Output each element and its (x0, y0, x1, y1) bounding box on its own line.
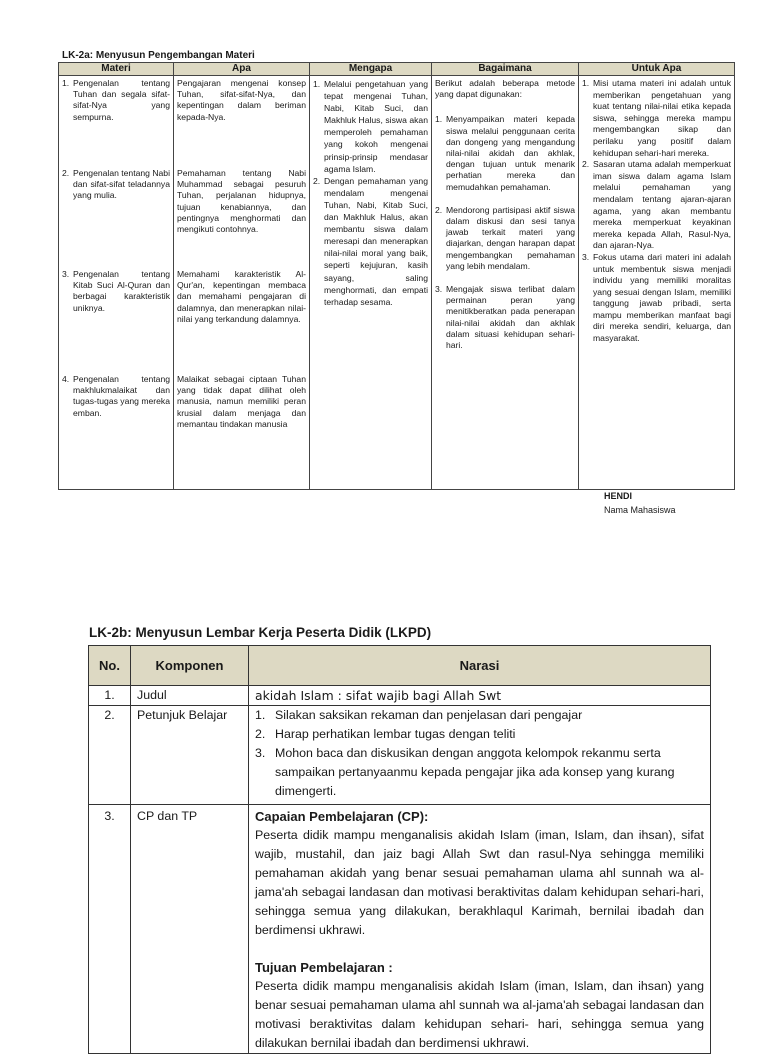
judul-value: akidah Islam : sifat wajib bagi Allah Swt (249, 686, 711, 706)
lk2a-table (58, 62, 735, 490)
header-untuk-apa: Untuk Apa (579, 63, 735, 76)
header-apa: Apa (174, 63, 310, 76)
untuk-apa-cell (579, 76, 735, 490)
apa-item: Pengajaran mengenai konsep Tuhan, sifat-sifat-Nya, dan kepentingan dalam beriman kepada-Nya. (177, 78, 306, 122)
header-narasi: Narasi (249, 646, 711, 686)
signature-name: HENDI (604, 491, 633, 501)
lk2b-title: LK-2b: Menyusun Lembar Kerja Peserta Didik (LKPD) (89, 625, 432, 640)
bagaimana-cell (432, 76, 579, 490)
materi-item: 4. Pengenalan tentang makhlukmalaikat dan tugas-tugas yang mereka emban. (62, 374, 170, 418)
table-row (89, 706, 711, 805)
materi-item: 2. Pengenalan tentang Nabi dan sifat-sifat teladannya yang mulia. (62, 168, 170, 201)
list-item: 3. Mohon baca dan diskusikan dengan anggota kelompok rekanmu serta sampaikan pertanyaanmu kepada pengajar jika ada konsep yang kurang dimengerti. (255, 746, 675, 798)
list-item: 1. Silakan saksikan rekaman dan penjelasan dari pengajar (255, 708, 583, 722)
header-materi: Materi (59, 63, 174, 76)
table-row (89, 686, 711, 706)
row-number: 2. (89, 706, 131, 805)
materi-item: 3. Pengenalan tentang Kitab Suci Al-Quran dan berbagai karakteristik uniknya. (62, 269, 170, 313)
row-komponen: Judul (131, 686, 249, 706)
mengapa-item: 2. Dengan pemahaman yang mendalam mengenai Tuhan, Nabi, Kitab Suci, dan Makhluk Halus, akan membantu siswa dalam meresapi dan menerapkan nilai-nilai moral yang baik, seperti kejujuran, kasih sayang, saling menghormati, dan empati terhadap sesama. (313, 175, 428, 307)
row-komponen: Petunjuk Belajar (131, 706, 249, 805)
materi-item: 1. Pengenalan tentang Tuhan dan segala sifat-sifat-Nya yang sempurna. (62, 78, 170, 122)
cp-text: Peserta didik mampu menganalisis akidah Islam (iman, Islam, dan ihsan), sifat wajib, mustahil, dan jaiz bagi Allah Swt dan rasul-Nya sehingga memiliki pemahaman akidah yang benar sesuai pemahaman ulama ahl sunnah wa al-jama'ah sebagai landasan dan motivasi beraktivitas dalam kehidupan sehari-hari, sehingga semua yang dilakukan, berakhlaqul Karimah, bernilai ibadah dan berdimensi ukhrawi. (255, 828, 704, 937)
row-number: 3. (89, 805, 131, 1054)
petunjuk-list (249, 706, 711, 805)
apa-item: Malaikat sebagai ciptaan Tuhan yang tidak dapat dilihat oleh manusia, namun memiliki peran krusial dalam menjaga dan memantau tindakan manusia (177, 374, 306, 429)
row-komponen: CP dan TP (131, 805, 249, 1054)
tp-text: Peserta didik mampu menganalisis akidah Islam (iman, Islam, dan ihsan) yang benar sesuai pemahaman ulama ahl sunnah wa al-jama'ah sebagai landasan dan motivasi beraktivitas dalam kehidupan sehari- hari, sehingga semua yang dilakukan bernilai ibadah dan berdimensi ukhrawi. (255, 979, 704, 1050)
cp-tp-cell (249, 805, 711, 1054)
untuk-apa-item: 1. Misi utama materi ini adalah untuk memberikan pengetahuan yang kuat tentang nilai-nilai etika kepada siswa, sehingga mereka mampu mengembangkan sikap dan perilaku yang positif dalam kehidupan sehari-hari mereka. (582, 78, 731, 158)
cp-heading: Capaian Pembelajaran (CP): (255, 809, 429, 824)
bagaimana-item: 1. Menyampaikan materi kepada siswa melalui penggunaan cerita dan dongeng yang mengandung nilai-nilai akidah dan akhlak, dengan tujuan untuk menarik perhatian mereka dan memudahkan pemahaman. (435, 114, 575, 192)
row-number: 1. (89, 686, 131, 706)
list-item: 2. Harap perhatikan lembar tugas dengan teliti (255, 727, 516, 741)
lk2a-title: LK-2a: Menyusun Pengembangan Materi (62, 50, 255, 61)
bagaimana-intro: Berikut adalah beberapa metode yang dapat digunakan: (435, 78, 575, 100)
mengapa-cell (310, 76, 432, 490)
bagaimana-item: 2. Mendorong partisipasi aktif siswa dalam diskusi dan sesi tanya jawab terkait materi yang diajarkan, dengan harapan dapat mengembangkan pemahaman yang lebih mendalam. (435, 204, 575, 271)
untuk-apa-item: 2. Sasaran utama adalah memperkuat iman siswa dalam agama Islam melalui pemahaman yang mendalam tentang ajaran-ajaran agama, yang akan membantu mereka memperkuat keyakinan mereka kepada Allah, Rasul-Nya, dan ajaran-Nya. (582, 159, 731, 251)
apa-item: Memahami karakteristik Al-Qur'an, kepentingan membaca dan memahami pengajaran di dalamnya, dan menerapkan nilai-nilai yang terkandung dalamnya. (177, 269, 306, 324)
header-mengapa: Mengapa (310, 63, 432, 76)
lk2b-table (88, 645, 711, 1054)
header-bagaimana: Bagaimana (432, 63, 579, 76)
table-row (89, 805, 711, 1054)
bagaimana-item: 3. Mengajak siswa terlibat dalam permainan peran yang menitikberatkan pada penerapan nilai-nilai akidah dan akhlak dalam situasi kehidupan sehari-hari. (435, 284, 575, 351)
signature-role: Nama Mahasiswa (604, 505, 676, 515)
untuk-apa-item: 3. Fokus utama dari materi ini adalah untuk membentuk siswa menjadi individu yang memiliki moralitas yang sesuai dengan Islam, memiliki tanggung jawab pribadi, serta mampu memberikan manfaat bagi diri mereka sendiri, keluarga, dan masyarakat. (582, 251, 731, 344)
apa-item: Pemahaman tentang Nabi Muhammad sebagai pesuruh Tuhan, perjalanan hidupnya, tujuan kenabiannya, dan pentingnya menghormati dan mengikuti contohnya. (177, 168, 306, 235)
materi-cell (59, 76, 174, 490)
header-komponen: Komponen (131, 646, 249, 686)
tp-heading: Tujuan Pembelajaran : (255, 960, 393, 975)
header-no: No. (89, 646, 131, 686)
apa-cell (174, 76, 310, 490)
mengapa-item: 1. Melalui pengetahuan yang tepat mengenai Tuhan, Nabi, Kitab Suci, dan Makhluk Halus, siswa akan memperoleh pemahaman yang kokoh mengenai prinsip-prinsip mendasar agama Islam. (313, 79, 428, 174)
